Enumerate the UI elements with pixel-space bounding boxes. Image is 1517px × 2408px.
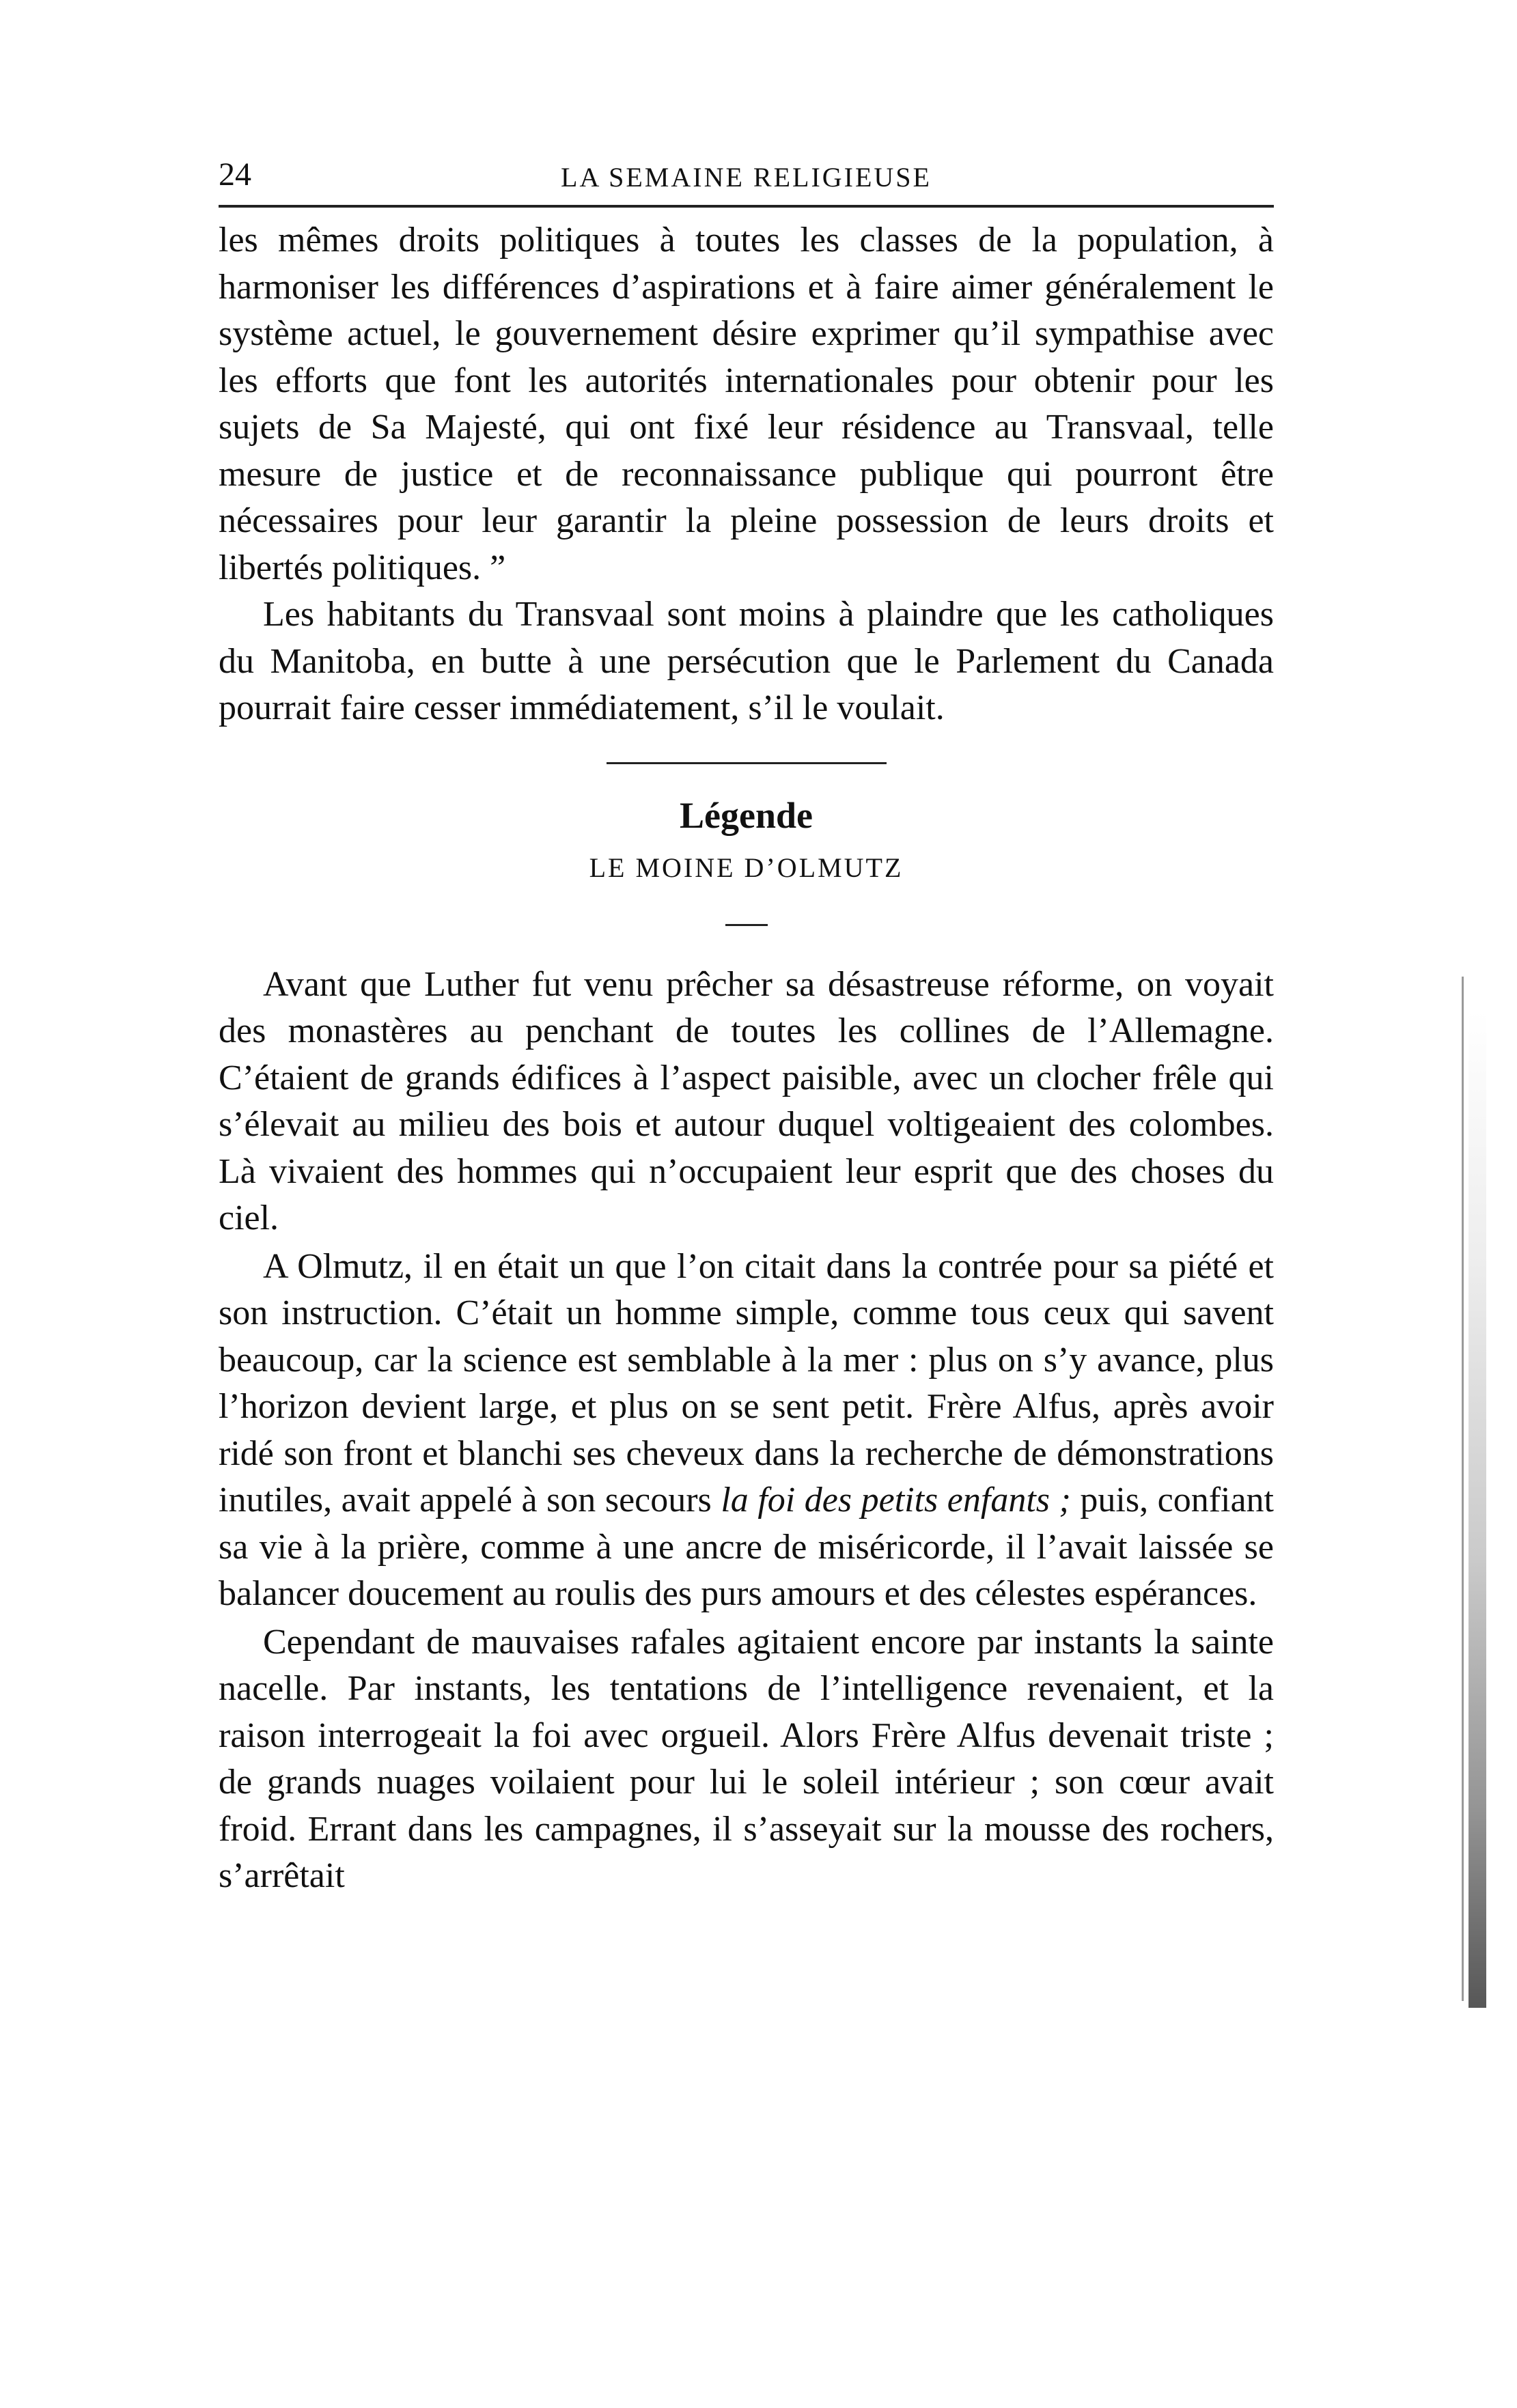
paragraph: les mêmes droits politiques à toutes les classes de la population, à harmoniser les différences d’aspirations et à faire aimer généralement le système actuel, le gouvernement désire exprimer qu’il sympathise avec les efforts que font les autorités internationales pour obtenir pour les sujets de Sa Majesté, qui ont fixé leur résidence au Transvaal, telle mesure de justice et de reconnaissance publique qui pourront être nécessaires pour leur garantir la pleine possession de leurs droits et libertés politiques. ” [219, 221, 1274, 587]
section-title: Légende [680, 794, 813, 836]
text-block-transvaal [219, 217, 1274, 732]
italic-phrase: la foi des petits enfants ; [721, 1481, 1071, 1520]
scan-edge-line [1462, 977, 1464, 2001]
paragraph-text: puis, confiant sa vie à la prière, comme à une ancre de miséricorde, il l’avait laissée se balancer doucement au roulis des purs amours et des célestes espérances. [219, 1481, 1275, 1613]
section-divider [607, 762, 887, 764]
paragraph: Les habitants du Transvaal sont moins à plaindre que les catholiques du Manitoba, en butte à une persécution que le Parlement du Canada pourrait faire cesser immédiatement, s’il le voulait. [219, 595, 1274, 727]
paragraph [219, 1244, 1274, 1618]
paragraph: Avant que Luther fut venu prêcher sa désastreuse réforme, on voyait des monastères au penchant de toutes les collines de l’Allemagne. C’étaient de grands édifices à l’aspect paisible, avec un clocher frêle qui s’élevait au milieu des bois et autour duquel voltigeaient des colombes. Là vivaient des hommes qui n’occupaient leur esprit que des choses du ciel. [219, 964, 1274, 1237]
page-number: 24 [219, 156, 251, 193]
running-title: LA SEMAINE RELIGIEUSE [561, 162, 932, 193]
paragraph-text: A Olmutz, il en était un que l’on citait dans la contrée pour sa piété et son instruction. C’était un homme simple, comme tous ceux qui savent beaucoup, car la science est semblable à la mer : plus on s’y avance, plus l’horizon devient large, et plus on se sent petit. Frère Alfus, après avoir ridé son front et blanchi ses cheveux dans la recherche de démonstrations inutiles, avait appelé à son secours [219, 1246, 1274, 1520]
section-subtitle: LE MOINE D’OLMUTZ [589, 852, 904, 883]
document-page [219, 143, 1274, 1900]
scan-edge-shadow [1469, 1011, 1486, 2008]
text-block-legende [219, 962, 1274, 1900]
subtitle-dash [725, 924, 768, 926]
paragraph: Cependant de mauvaises rafales agitaient encore par instants la sainte nacelle. Par instants, les tentations de l’intelligence revenaient, et la raison interrogeait la foi avec orgueil. Alors Frère Alfus devenait triste ; de grands nuages voilaient pour lui le soleil intérieur ; son cœur avait froid. Errant dans les campagnes, il s’asseyait sur la mousse des rochers, s’arrêtait [219, 1622, 1274, 1895]
page-header [219, 143, 1274, 208]
